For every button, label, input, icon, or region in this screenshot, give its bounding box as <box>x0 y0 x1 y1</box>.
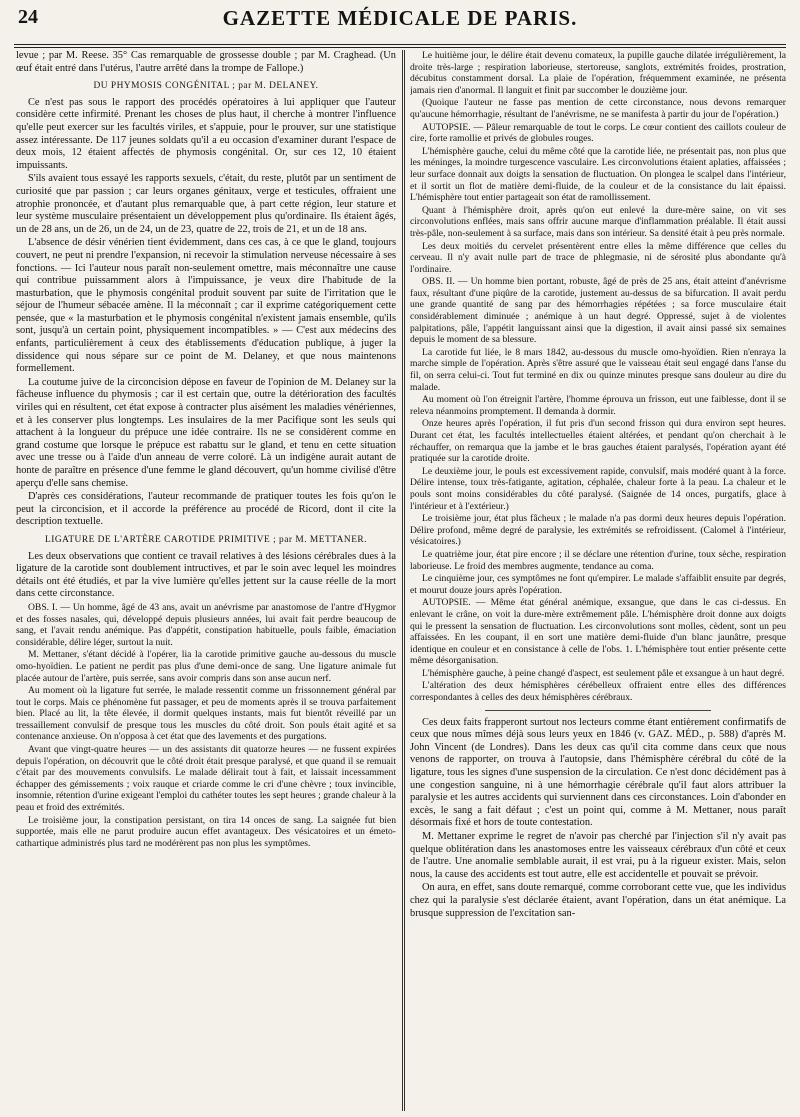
paragraph: L'altération des deux hémisphères cérébelleux offraient entre elles des différences correspondantes à celles des deux hémisphères cérébraux. <box>410 680 786 704</box>
paragraph: Le quatrième jour, état pire encore ; il se déclare une rétention d'urine, toux sèche, respiration laborieuse. Le froid des membres augmente, tendance au coma. <box>410 548 786 572</box>
paragraph: OBS. II. — Un homme bien portant, robuste, âgé de près de 25 ans, était atteint d'anévrisme faux, résultant d'une piqûre de la carotide, justement au-dessus de sa bifurcation. Il avait perdu une grande quantité de sang par des hémorrhagies répétées ; sa force musculaire était considérablement diminuée ; anémique à un haut degré. Oppressé, sujet à de violentes palpitations, pâle, l'appétit languissant ainsi que la digestion, il avait ainsi passé six semaines depuis le moment de sa blessure. <box>410 276 786 346</box>
paragraph: OBS. I. — Un homme, âgé de 43 ans, avait un anévrisme par anastomose de l'antre d'Hygmor et des fosses nasales, qui, développé depuis plusieurs années, lui avait fait perdre beaucoup de sang, et l'avait rendu anémique. Pas d'appétit, constipation habituelle, pouls faible, émaciation considérable, délire léger, surtout la nuit. <box>16 601 396 648</box>
paragraph: Le huitième jour, le délire était devenu comateux, la pupille gauche dilatée irrégulièrement, la droite très-large ; respiration laborieuse, stertoreuse, sanglots, extrémités froides, prostration, décubitus constamment dorsal. La plaie de l'opération, fréquemment examinée, ne présenta jamais rien d'anormal. Il languit et finit par succomber le douzième jour. <box>410 50 786 96</box>
paragraph: M. Mettaner, s'étant décidé à l'opérer, lia la carotide primitive gauche au-dessous du muscle omo-hyoïdien. Le patient ne perdit pas plus d'une demi-once de sang. Une ligature animale fut placée autour de l'artère, puis serrée, sans avoir compris dans son anse aucun nerf. <box>16 649 396 684</box>
paragraph: Quant à l'hémisphère droit, après qu'on eut enlevé la dure-mère saine, on vit ses circonvolutions enflées, mais sans offrir aucune marque d'inflammation préalable. Il était aussi très-pâle, non-seulement à sa surface, mais dans son intérieur. Sa densité était à peu près normale. <box>410 204 786 239</box>
section-heading: DU PHYMOSIS CONGÉNITAL ; par M. DELANEY. <box>93 81 319 92</box>
paragraph: levue ; par M. Reese. 35° Cas remarquable de grossesse double ; par M. Craghead. (Un œuf était entré dans l'utérus, l'autre arrêté dans la trompe de Fallope.) <box>16 50 396 74</box>
paragraph: La carotide fut liée, le 8 mars 1842, au-dessous du muscle omo-hyoïdien. Rien n'enraya la marche simple de l'opération. Après s'être assuré que le vaisseau était seul engagé dans l'anse du fil, on serra celui-ci. Tout fut terminé en dix ou quinze minutes presque sans douleur au dire du malade. <box>410 346 786 393</box>
header-rule <box>14 44 786 48</box>
paragraph: S'ils avaient tous essayé les rapports sexuels, c'était, du reste, plutôt par un sentiment de curiosité que par passion ; car leurs organes génitaux, verge et testicules, offraient une atrophie prononcée, et d'autant plus remarquable que, à part cette région, leur stature et leur système musculaire présentaient un développement plus qu'ordinaire. Ils étaient âgés, un de 28 ans, un de 26, un de 24, un de 23, quatre de 22, trois de 21, et un de 18 ans. <box>16 173 396 235</box>
paragraph: Le troisième jour, la constipation persistant, on tira 14 onces de sang. La saignée fut bien supportée, mais elle ne parut produire aucun effet avantageux. Des vésicatoires et un émeto-cathartique administrés plus tard ne modérèrent pas non plus les symptômes. <box>16 814 396 849</box>
paragraph: Au moment où l'on étreignit l'artère, l'homme éprouva un frisson, eut une faiblesse, dont il se releva néanmoins promptement. Il demanda à dormir. <box>410 394 786 417</box>
paragraph: Le cinquième jour, ces symptômes ne font qu'empirer. Le malade s'affaiblit ensuite par degrés, et mourut douze jours après l'opération. <box>410 573 786 596</box>
paragraph: M. Mettaner exprime le regret de n'avoir pas cherché par l'injection s'il n'y avait pas quelque oblitération dans les anastomoses entre les vaisseaux cérébraux d'un côté et ceux de l'autre. Une anomalie semblable aurait, il est vrai, pu à la rigueur exister. Mais, selon nous, la cause des accidents est tout autre, elle est accidentelle et pouvait se prévoir. <box>410 831 786 880</box>
paragraph: D'après ces considérations, l'auteur recommande de pratiquer toutes les fois qu'on le peut la circoncision, et il accorde la préférence au procédé de Ricord, dont il cite la description textuelle. <box>16 491 396 528</box>
paragraph: Les deux observations que contient ce travail relatives à des lésions cérébrales dues à la ligature de la carotide sont doublement intructives, et par le soin avec lequel les moindres détails ont été étudiés, et par la vive lumière qu'elles jettent sur la cause réelle de la mort dans cette circonstance. <box>16 550 396 600</box>
journal-title: GAZETTE MÉDICALE DE PARIS. <box>222 6 578 30</box>
paragraph: Ce n'est pas sous le rapport des procédés opératoires à lui appliquer que l'auteur considère cette infirmité. Prenant les choses de plus haut, il cherche à montrer l'influence qu'elle peut exercer sur les facultés viriles, et s'appuie, pour le prouver, sur une statistique assez intéressante. De 117 jeunes soldats qu'il a eu occasion d'examiner durant l'espace de deux mois, 12 étaient affectés de phymosis congénital. Or, sur ces 12, 10 étaient impuissants. <box>16 96 396 171</box>
right-column <box>410 50 786 1111</box>
column-divider <box>402 50 405 1111</box>
paragraph: Les deux moitiés du cervelet présentèrent entre elles la même différence que celles du cerveau. Il n'y avait nulle part de trace de phlegmasie, ni de sérosité plus abondante qu'à l'ordinaire. <box>410 240 786 275</box>
paragraph: Avant que vingt-quatre heures — un des assistants dit quatorze heures — ne fussent expirées depuis l'opération, on découvrit que le côté droit était presque paralysé, et que quand il se remuait c'était par des mouvements convulsifs. Le malade délirait tout à fait, et laissait incessamment échapper des gémissements ; voix rauque et criarde comme le cri d'une chèvre ; toux invincible, insomnie, rétention d'urine exigeant l'emploi du cathéter toutes les sept heures ; grande chaleur à la peau et froid des extrémités. <box>16 744 396 814</box>
left-column <box>16 50 396 1111</box>
paragraph: L'hémisphère gauche, celui du même côté que la carotide liée, ne présentait pas, non plus que les méninges, la moindre turgescence vasculaire. Les circonvolutions étaient aplaties, affaissées ; leur surface donnait aux doigts la sensation de fluctuation. On plongea le scalpel dans l'intérieur, et il sortit un flot de matière demi-fluide, de la couleur et de la consistance du lait épaissi. L'hémisphère tout entier partageait son état de ramollissement. <box>410 145 786 204</box>
paragraph: Ces deux faits frapperont surtout nos lecteurs comme étant entièrement confirmatifs de ceux que nous mîmes déjà sous leurs yeux en 1846 (v. GAZ. MÉD., p. 588) d'après M. John Vincent (de Londres). Dans les deux cas qu'il cita comme dans ceux que nous venons de rapporter, on trouva à l'autopsie, dans l'hémisphère cérébral du côté de la ligature, tous les signes d'une suspension de la circulation. Ce n'est donc décidément pas à une congestion sanguine, ni à une hémorrhagie cérébrale qu'il faut alors attribuer la paralysie et les autres accidents qui surviennent dans ces circonstances. Loin d'abonder en excès, le sang a fait défaut ; c'est un point qui, comme à M. Mettaner, nous paraît désormais fixé et hors de toute contestation. <box>410 716 786 829</box>
paragraph: AUTOPSIE. — Pâleur remarquable de tout le corps. Le cœur contient des caillots couleur de cire, forte ramollie et privés de globules rouges. <box>410 121 786 145</box>
paragraph: L'hémisphère gauche, à peine changé d'aspect, est seulement pâle et exsangue à un haut degré. <box>422 667 785 679</box>
paragraph: On aura, en effet, sans doute remarqué, comme corroborant cette vue, que les individus chez qui la paralysie s'est déclarée étaient, avant l'opération, dans un état anémique. La brusque suppression de l'excitation san- <box>410 882 786 919</box>
paragraph: AUTOPSIE. — Même état général anémique, exsangue, que dans le cas ci-dessus. En enlevant le crâne, on voit la dure-mère extrêmement pâle. L'hémisphère droit donne aux doigts qui le pressent la sensation de fluctuation. Les circonvolutions sont molles, cèdent, sont un peu affaissées. En les coupant, il en sort une matière demi-fluide d'un blanc jaunâtre, presque identique en couleur et en consistance à celle de l'obs. 1. L'hémisphère tout entier présente cette même désorganisation. <box>410 597 786 667</box>
section-separator <box>485 710 711 711</box>
paragraph: (Quoique l'auteur ne fasse pas mention de cette circonstance, nous devons remarquer qu'aucune hémorrhagie, résultant de l'anévrisme, ne se manifesta à partir du jour de l'opération.) <box>410 97 786 120</box>
page-number: 24 <box>18 6 38 28</box>
paragraph: Au moment où la ligature fut serrée, le malade ressentit comme un frissonnement général par tout le corps. Mais ce phénomène fut passager, et peu de moments après il se trouva parfaitement bien. Placé au lit, la tête élevée, il dormit quelques instants, mais fut bientôt réveillé par un tressaillement convulsif de presque tous les muscles du côté droit. Son pouls était agité et sa contenance anxieuse. On n'opposa à cet état que des lavements et des purgations. <box>16 685 396 743</box>
paragraph: L'absence de désir vénérien tient évidemment, dans ces cas, à ce que le gland, toujours couvert, ne peut ni prendre l'expansion, ni recevoir la stimulation nerveuse nécessaire à ses fonctions. — Ici l'auteur nous paraît non-seulement omettre, mais méconnaître une cause qui contribue puissamment alors à l'impuissance, je veux dire l'habitude de la masturbation, que le phymosis congénital produit souvent par suite de l'irritation que le séjour de l'humeur sébacée amène. Il la méconnaît ; car il exprime catégoriquement cette pensée, que « la masturbation et le phymosis congénital n'existent jamais ensemble, qu'ils sont, jusqu'à un certain point, physiquement incompatibles. » — C'est aux médecins des enfants, particulièrement à ceux des établissements d'éducation publique, à juger la dissidence qui nous sépare sur ce point de M. Delaney, et que nous maintenons formellement. <box>16 237 396 375</box>
section-heading: LIGATURE DE L'ARTÈRE CAROTIDE PRIMITIVE ; par M. METTANER. <box>44 534 368 545</box>
paragraph: Le deuxième jour, le pouls est excessivement rapide, convulsif, mais modéré quant à la force. Délire intense, toux très-fatigante, agitation, céphalée, chaleur forte à la peau. La chaleur et le pouls sont moins considérables du côté paralysé. (Saignée de 14 onces, purgatifs, glace à l'intérieur et à l'extérieur.) <box>410 465 786 512</box>
page-header <box>14 4 786 42</box>
paragraph: Onze heures après l'opération, il fut pris d'un second frisson qui dura environ sept heures. Durant cet état, les facultés intellectuelles étaient altérées, et pendant qu'on cherchait à le réchauffer, on remarqua que la jambe et le bras gauches étaient paralysés, l'opération ayant été pratiquée sur la carotide droite. <box>410 418 786 465</box>
paragraph: La coutume juive de la circoncision dépose en faveur de l'opinion de M. Delaney sur la fâcheuse influence du phymosis ; car il est certain que, outre la détérioration des facultés viriles qui en résultent, cet état expose à contracter plus aisément les maladies vénériennes, et à les conserver plus longtemps. Les insulaires de la mer Pacifique sont les seuls qui attachent à la longueur du prépuce une idée contraire. Ils ne se considèrent comme en grand costume que lorsque le prépuce est rabattu sur le gland, et tenu en cette situation avec une tresse ou à l'aide d'un anneau de verre coloré. Là un indigène aurait autant de honte de paraître en présence d'une femme le gland découvert, qu'un homme civilisé d'être aperçu d'elle sans chemise. <box>16 376 396 489</box>
paragraph: Le troisième jour, état plus fâcheux ; le malade n'a pas dormi deux heures depuis l'opération. Délire profond, même degré de paralysie, les extrémités se refroidissent. (Calomel à l'intérieur, vésicatoires.) <box>410 513 786 548</box>
